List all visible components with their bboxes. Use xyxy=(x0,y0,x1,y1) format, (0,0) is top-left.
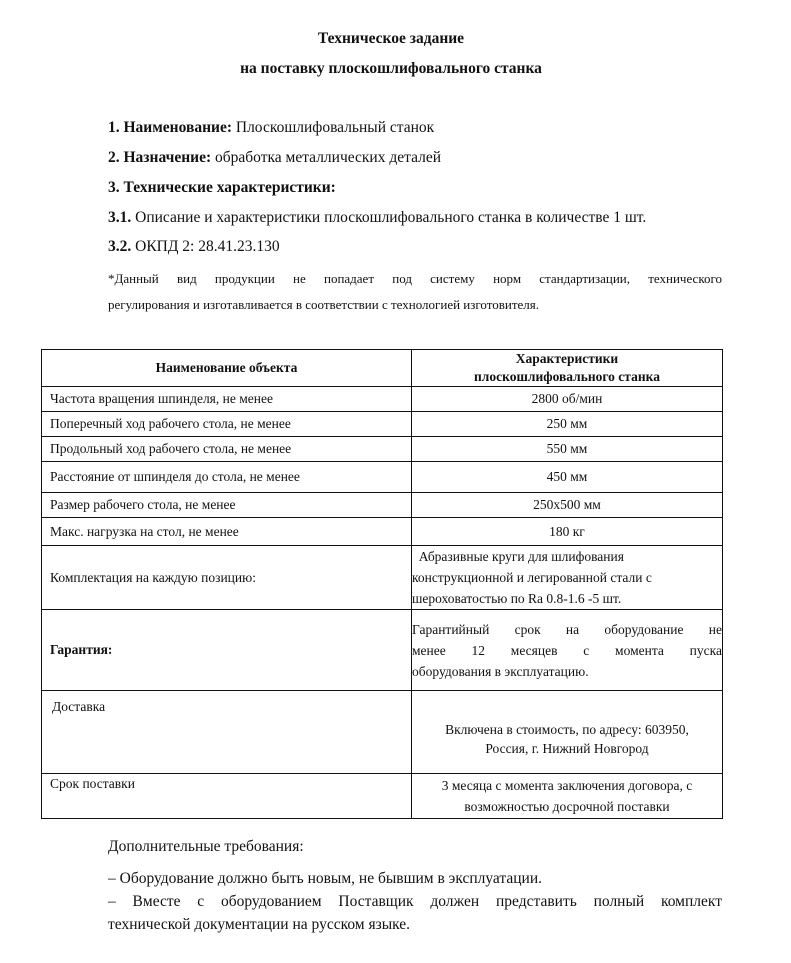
header-object-name: Наименование объекта xyxy=(42,350,412,387)
document-subtitle: на поставку плоскошлифовального станка xyxy=(240,60,542,77)
warranty-value xyxy=(412,610,723,691)
term-value-line1: 3 месяца с момента заключения договора, с xyxy=(441,778,693,793)
section-purpose-label: 2. Назначение: xyxy=(108,149,212,166)
row-value: 180 кг xyxy=(412,518,723,546)
section-3-2-label: 3.2. xyxy=(108,238,132,255)
table-row-delivery xyxy=(42,691,723,774)
row-value: 250 мм xyxy=(412,412,723,437)
row-value: 450 мм xyxy=(412,462,723,493)
footnote-line1: *Данный вид продукции не попадает под систему норм стандартизации, технического xyxy=(108,271,722,286)
list-item-line2: технической документации на русском языке. xyxy=(108,916,411,933)
extra-requirements-list xyxy=(108,867,722,936)
warranty-value-line2: менее 12 месяцев с момента пуска xyxy=(412,642,722,658)
delivery-value xyxy=(412,691,723,774)
row-name: Размер рабочего стола, не менее xyxy=(42,493,412,518)
kit-value-line1: Абразивные круги для шлифования xyxy=(412,549,624,564)
section-3-2 xyxy=(108,238,280,256)
warranty-value-line3: оборудования в эксплуатацию. xyxy=(412,663,589,679)
row-name: Продольный ход рабочего стола, не менее xyxy=(42,437,412,462)
section-3-1 xyxy=(108,209,646,227)
kit-value-line3: шероховатостью по Ra 0.8-1.6 -5 шт. xyxy=(412,591,622,606)
delivery-value-line2: Россия, г. Нижний Новгород xyxy=(485,741,649,756)
term-name: Срок поставки xyxy=(42,774,412,819)
warranty-name: Гарантия: xyxy=(42,610,412,691)
row-name: Поперечный ход рабочего стола, не менее xyxy=(42,412,412,437)
section-tech-specs-heading: 3. Технические характеристики: xyxy=(108,179,336,196)
section-purpose xyxy=(108,149,441,167)
list-item xyxy=(108,890,722,936)
row-name: Макс. нагрузка на стол, не менее xyxy=(42,518,412,546)
warranty-value-line1: Гарантийный срок на оборудование не xyxy=(412,621,722,637)
table-row-term xyxy=(42,774,723,819)
section-3-1-label: 3.1. xyxy=(108,209,132,226)
delivery-value-line1: Включена в стоимость, по адресу: 603950, xyxy=(445,722,689,737)
term-value-line2: возможностью досрочной поставки xyxy=(464,799,670,814)
header-characteristics-line2: плоскошлифовального станка xyxy=(474,369,660,384)
list-item-line1: – Вместе с оборудованием Поставщик должен представить полный комплект xyxy=(108,893,722,910)
kit-value-line2: конструкционной и легированной стали с xyxy=(412,570,652,585)
list-item: – Оборудование должно быть новым, не бывшим в эксплуатации. xyxy=(108,870,543,887)
header-characteristics xyxy=(412,350,723,387)
table-row xyxy=(42,518,723,546)
document-title: Техническое задание xyxy=(317,30,465,47)
table-row xyxy=(42,462,723,493)
row-name: Расстояние от шпинделя до стола, не менее xyxy=(42,462,412,493)
footnote xyxy=(108,266,722,318)
table-row xyxy=(42,412,723,437)
table-row xyxy=(42,387,723,412)
row-name: Частота вращения шпинделя, не менее xyxy=(42,387,412,412)
table-row-kit xyxy=(42,546,723,610)
table-row-warranty xyxy=(42,610,723,691)
section-3-1-value: Описание и характеристики плоскошлифовального станка в количестве 1 шт. xyxy=(131,209,647,226)
section-name-label: 1. Наименование: xyxy=(108,119,232,136)
section-name-value: Плоскошлифовальный станок xyxy=(232,119,435,136)
section-3-2-value: ОКПД 2: 28.41.23.130 xyxy=(131,238,280,255)
kit-name: Комплектация на каждую позицию: xyxy=(42,546,412,610)
table-header-row xyxy=(42,350,723,387)
footnote-line2: регулирования и изготавливается в соответствии с технологией изготовителя. xyxy=(108,297,539,312)
row-value: 250х500 мм xyxy=(412,493,723,518)
header-characteristics-line1: Характеристики xyxy=(515,351,619,366)
kit-value xyxy=(412,546,723,610)
spec-table xyxy=(41,349,723,819)
delivery-name: Доставка xyxy=(42,691,412,774)
extra-requirements-title: Дополнительные требования: xyxy=(108,838,304,855)
row-value: 2800 об/мин xyxy=(412,387,723,412)
table-row xyxy=(42,437,723,462)
term-value xyxy=(412,774,723,819)
section-name xyxy=(108,119,434,137)
table-row xyxy=(42,493,723,518)
section-purpose-value: обработка металлических деталей xyxy=(211,149,441,166)
row-value: 550 мм xyxy=(412,437,723,462)
